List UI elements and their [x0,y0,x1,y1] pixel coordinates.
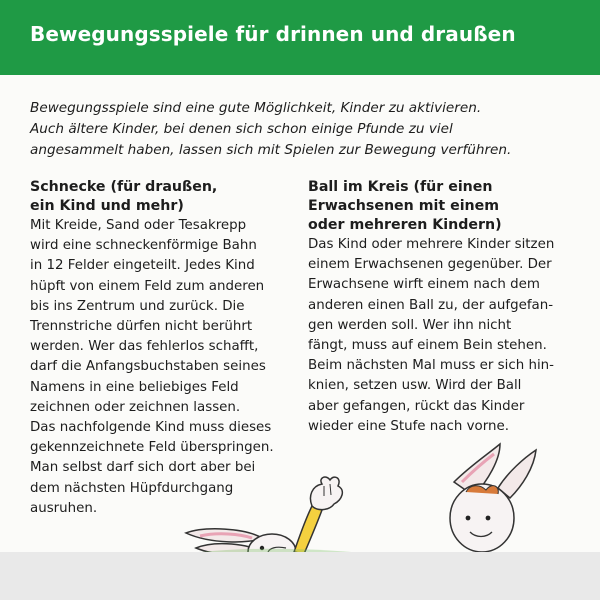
body-line: Beim nächsten Mal muss er sich hin- [308,358,555,374]
intro-paragraph [30,98,570,161]
bottom-strip [0,552,600,600]
body-line: Erwachsene wirft einem nach dem [308,277,540,293]
body-line: knien, setzen usw. Wird der Ball [308,378,522,394]
intro-line: Auch ältere Kinder, bei denen sich schon einige Pfunde zu viel [30,121,453,137]
body-line: dem nächsten Hüpfdurchgang [30,480,234,496]
heading-line: ein Kind und mehr) [30,198,184,214]
bunny-right-icon [450,444,536,552]
header-banner [0,0,600,75]
body-line: Das Kind oder mehrere Kinder sitzen [308,237,555,252]
body-line: darf die Anfangsbuchstaben seines [30,359,266,375]
body-line: wieder eine Stufe nach vorne. [308,418,509,434]
body-line: anderen einen Ball zu, der aufgefan- [308,297,554,313]
heading-line: oder mehreren Kindern) [308,217,502,233]
body-line: Das nachfolgende Kind muss dieses [30,420,272,436]
body-line: Namens in eine beliebiges Feld [30,379,239,395]
body-line: hüpft von einem Feld zum anderen [30,278,265,294]
section-heading [30,178,300,216]
body-line: fängt, muss auf einem Bein stehen. [308,338,547,354]
heading-line: Erwachsenen mit einem [308,198,500,214]
body-line: Trennstriche dürfen nicht berührt [30,319,253,335]
body-line: wird eine schneckenförmige Bahn [30,238,257,254]
body-line: aber gefangen, rückt das Kinder [308,398,525,414]
body-line: gekennzeichnete Feld überspringen. [30,440,274,456]
body-line: bis ins Zentrum und zurück. Die [30,298,245,314]
heading-line: Ball im Kreis (für einen [308,179,493,195]
heading-line: Schnecke (für draußen, [30,179,218,195]
section-body [308,235,583,437]
section-heading [308,178,583,235]
body-line: werden. Wer das fehlerlos schafft, [30,339,259,355]
intro-line: Bewegungsspiele sind eine gute Möglichkeit, Kinder zu aktivieren. [30,100,482,116]
page-title: Bewegungsspiele für drinnen und draußen [30,22,516,46]
body-line: Man selbst darf sich dort aber bei [30,460,256,476]
cartoon-illustration [0,440,600,560]
body-line: zeichnen oder zeichnen lassen. [30,399,241,415]
intro-line: angesammelt haben, lassen sich mit Spielen zur Bewegung verführen. [30,142,512,158]
body-line: ausruhen. [30,500,98,516]
body-line: einem Erwachsenen gegenüber. Der [308,257,552,273]
body-line: Mit Kreide, Sand oder Tesakrepp [30,218,247,233]
body-line: in 12 Felder eingeteilt. Jedes Kind [30,258,255,274]
section-ball-im-kreis [308,178,583,437]
body-line: gen werden soll. Wer ihn nicht [308,317,512,333]
raised-arm-icon [294,477,342,554]
